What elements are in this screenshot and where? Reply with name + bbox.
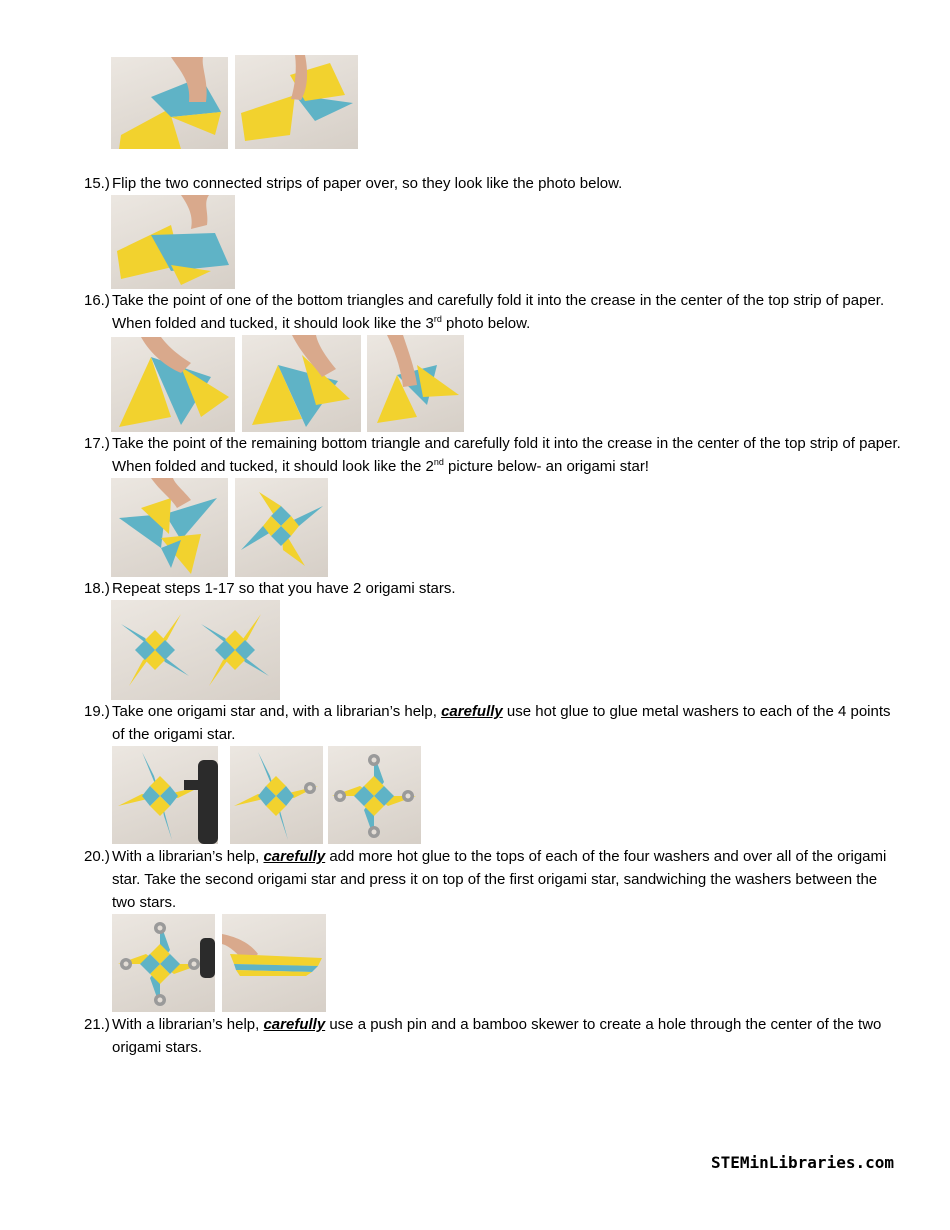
photo-step16-b [242, 335, 361, 432]
step-number: 21.) [84, 1016, 110, 1033]
photo-step14-a [111, 57, 228, 149]
folding-star-illustration [111, 478, 228, 577]
photo-step20-a [112, 914, 215, 1012]
step-20 [84, 845, 904, 914]
step-number: 15.) [84, 175, 110, 192]
step-17 [84, 432, 904, 478]
step-number: 17.) [84, 435, 110, 452]
step-text: Take the point of the remaining bottom triangle and carefully fold it into the crease in the center of the top strip of paper. When folded and tucked, it should look like the 2nd picture below- an origami star! [112, 435, 901, 475]
photo-step20-b [222, 914, 326, 1012]
photo-step18 [111, 600, 280, 700]
step-19 [84, 700, 904, 746]
footer-website: STEMinLibraries.com [710, 1153, 894, 1172]
photo-step17-b [235, 478, 328, 577]
tucked-triangle-illustration [367, 335, 464, 432]
star-glue-gun-illustration [112, 746, 218, 844]
finished-star-illustration [235, 478, 328, 577]
star-four-washers-illustration [328, 746, 421, 844]
folding-triangle-illustration [242, 335, 361, 432]
photo-step19-a [112, 746, 218, 844]
photo-step19-b [230, 746, 323, 844]
photo-step19-c [328, 746, 421, 844]
step-text: Flip the two connected strips of paper over, so they look like the photo below. [112, 175, 623, 192]
step-15 [84, 172, 904, 195]
step-21 [84, 1013, 904, 1059]
folded-strips-illustration [111, 57, 228, 149]
stacked-stars-side-illustration [222, 914, 326, 1012]
step-number: 20.) [84, 848, 110, 865]
photo-step16-a [111, 337, 235, 432]
step-text: Take the point of one of the bottom triangles and carefully fold it into the crease in the center of the top strip of paper. When folded and tucked, it should look like the 3rd photo below. [112, 292, 885, 332]
step-number: 18.) [84, 580, 110, 597]
photo-step17-a [111, 478, 228, 577]
step-text: With a librarian’s help, carefully add more hot glue to the tops of each of the four washers and over all of the origami star. Take the second origami star and press it on top of the first origami star, sandwiching the washers between the two stars. [112, 848, 887, 911]
step-18 [84, 577, 904, 600]
photo-step14-b [235, 55, 358, 149]
star-one-washer-illustration [230, 746, 323, 844]
step-16 [84, 289, 904, 335]
step-text: Repeat steps 1-17 so that you have 2 origami stars. [112, 580, 456, 597]
step-number: 19.) [84, 703, 110, 720]
photo-step15 [111, 195, 235, 289]
step-text: Take one origami star and, with a librarian’s help, carefully use hot glue to glue metal washers to each of the 4 points of the origami star. [112, 703, 891, 743]
flipped-strips-illustration [111, 195, 235, 289]
step-text: With a librarian’s help, carefully use a push pin and a bamboo skewer to create a hole through the center of the two origami stars. [112, 1016, 882, 1056]
folding-triangle-illustration [111, 337, 235, 432]
two-stars-illustration [111, 600, 280, 700]
photo-step16-c [367, 335, 464, 432]
folded-strips-illustration [235, 55, 358, 149]
star-glue-washers-illustration [112, 914, 215, 1012]
step-number: 16.) [84, 292, 110, 309]
